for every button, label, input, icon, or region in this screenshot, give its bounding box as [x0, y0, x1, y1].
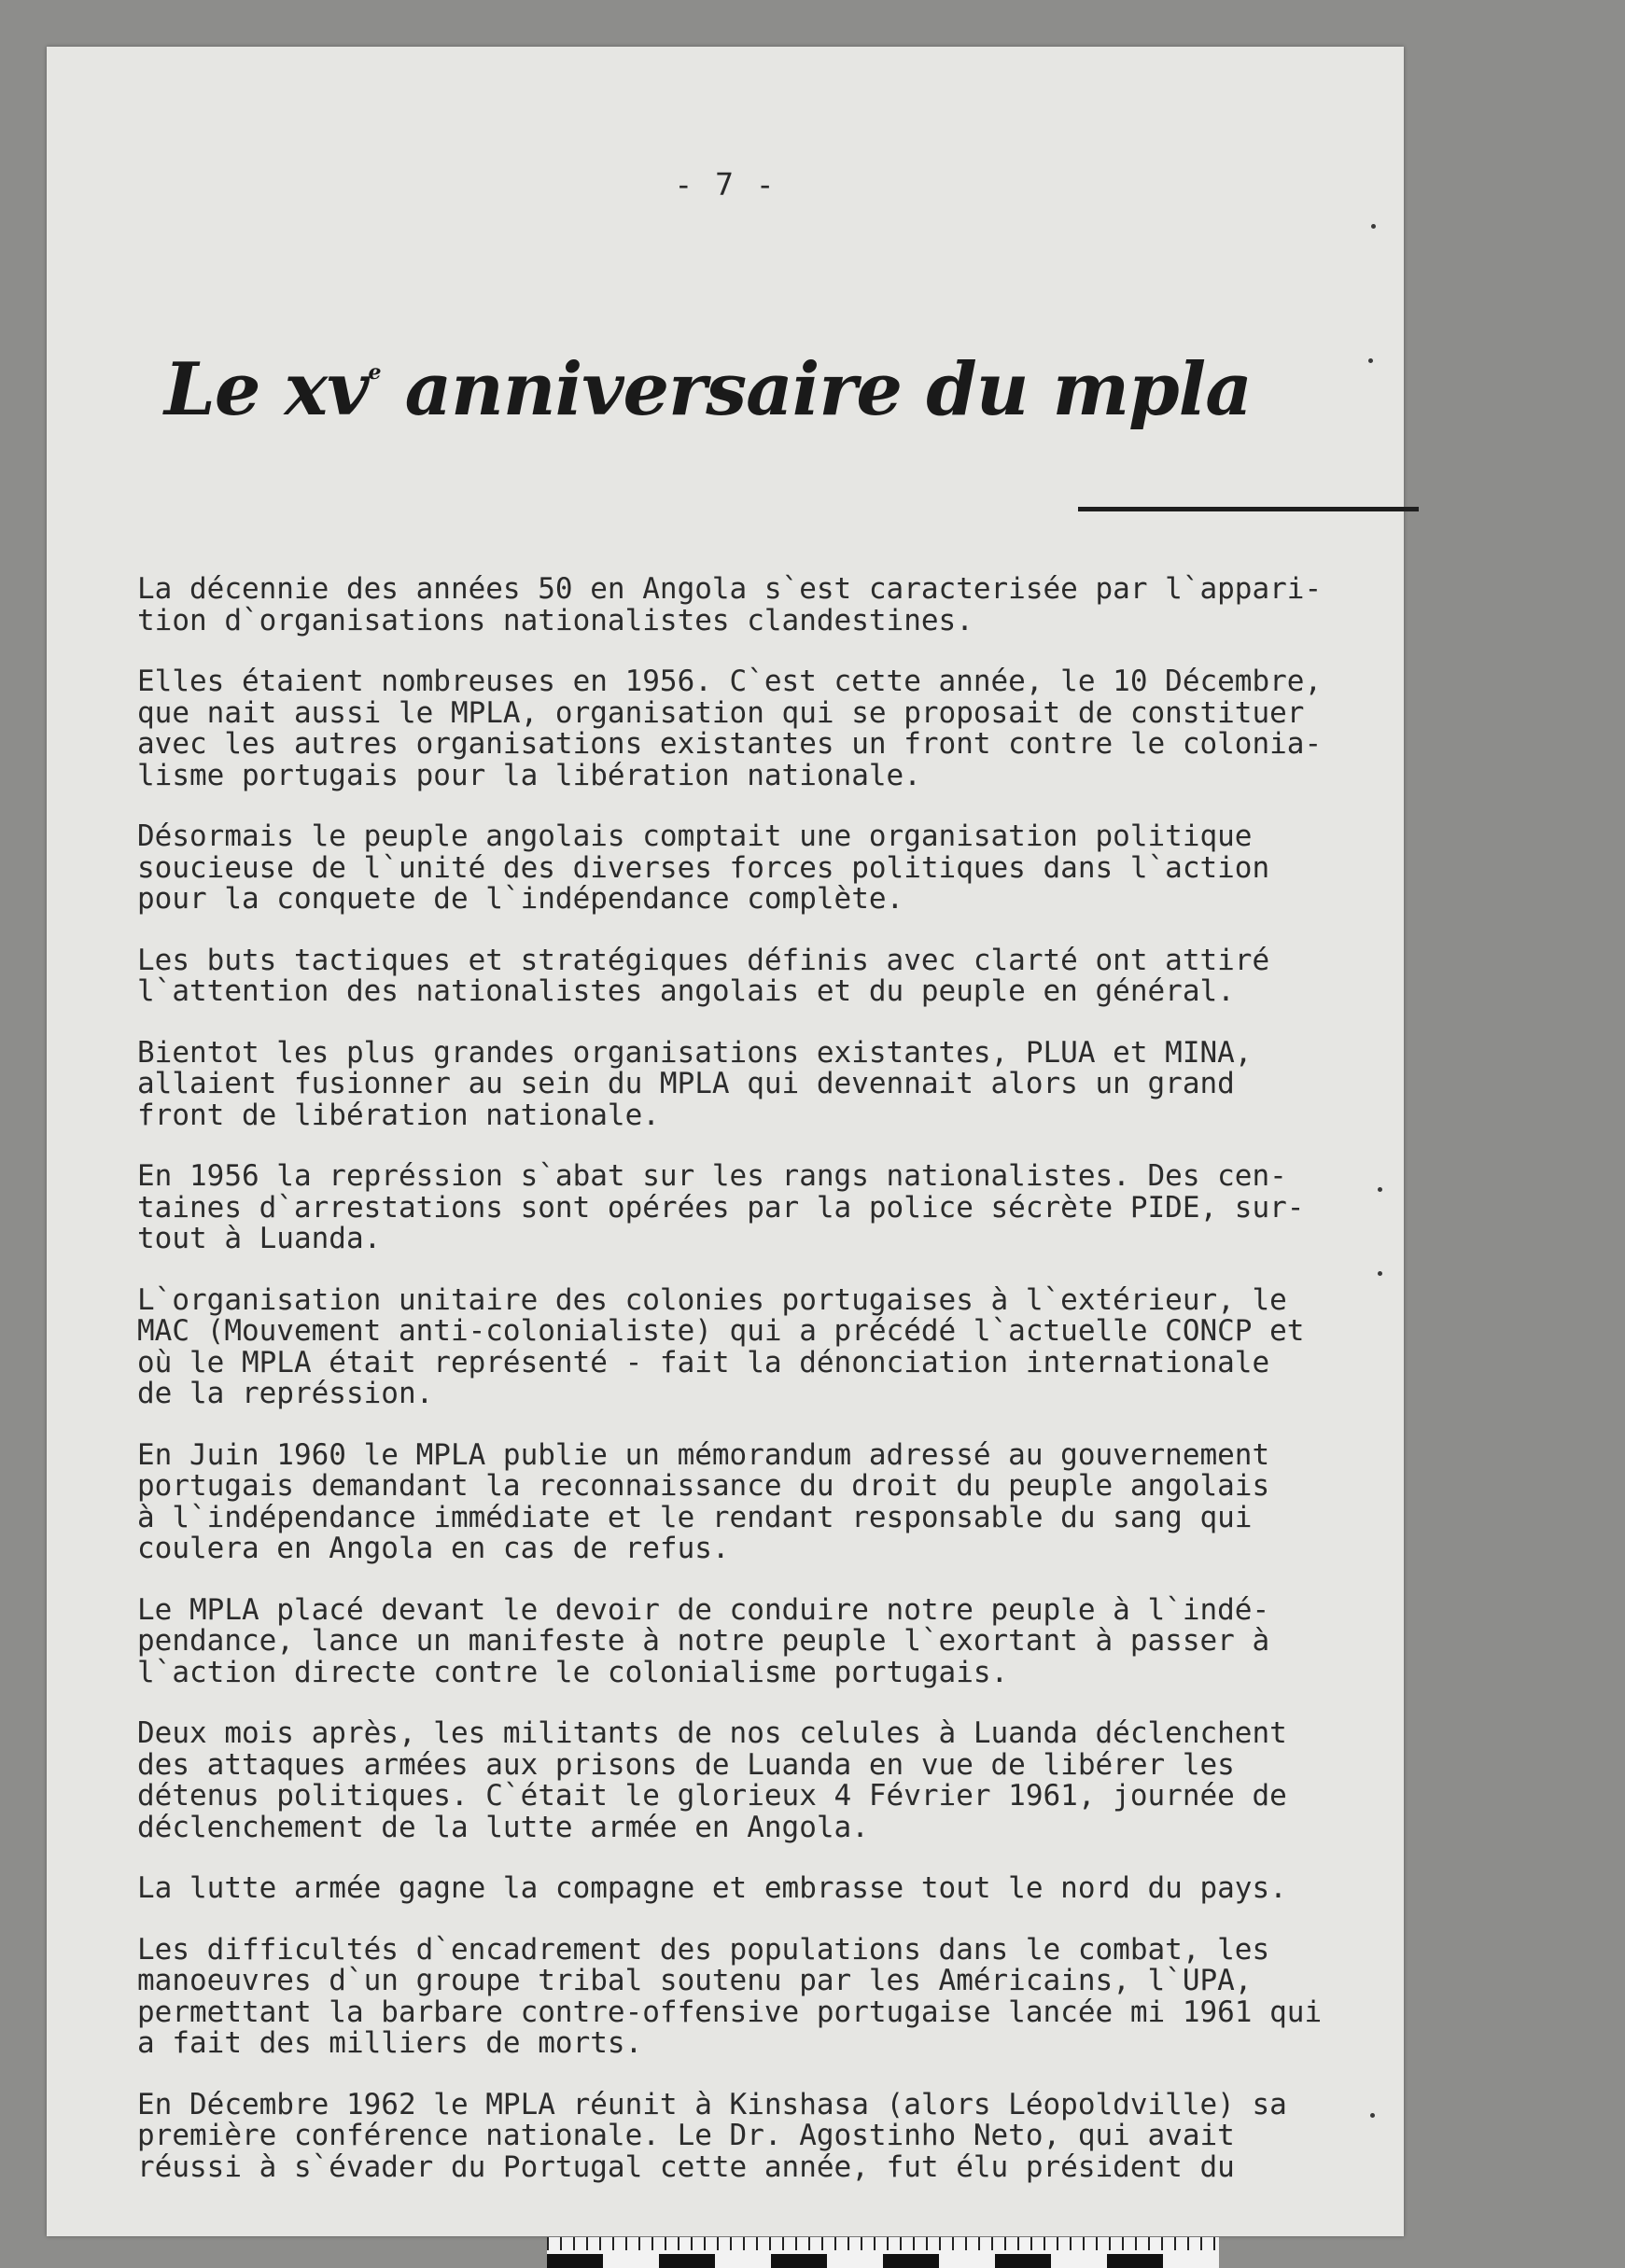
paragraph [137, 1718, 1444, 1843]
text-line: où le MPLA était représenté - fait la dénonciation internationale [137, 1345, 1270, 1379]
article-body [137, 574, 1444, 2213]
text-line: taines d`arrestations sont opérées par la police sécrète PIDE, sur- [137, 1190, 1305, 1225]
text-line: La décennie des années 50 en Angola s`est caracterisée par l`appari- [137, 572, 1323, 606]
paragraph [137, 1873, 1444, 1905]
paragraph [137, 2087, 1444, 2184]
edge-mark [1368, 358, 1373, 363]
ruler-block [1107, 2254, 1163, 2268]
ruler-block [659, 2254, 715, 2268]
document-page [47, 47, 1404, 2236]
text-line: pendance, lance un manifeste à notre peuple l`exortant à passer à [137, 1624, 1270, 1658]
text-line: a fait des milliers de morts. [137, 2026, 643, 2060]
text-line: Désormais le peuple angolais comptait une organisation politique [137, 819, 1253, 853]
title-rest: anniversaire du mpla [380, 347, 1252, 432]
text-line: à l`indépendance immédiate et le rendant responsable du sang qui [137, 1500, 1253, 1534]
text-line: Bientot les plus grandes organisations existantes, PLUA et MINA, [137, 1035, 1253, 1070]
title-main: Le xv [164, 347, 369, 432]
page-number: - 7 - [674, 166, 777, 203]
text-line: réussi à s`évader du Portugal cette année, fut élu président du [137, 2149, 1235, 2184]
text-line: Deux mois après, les militants de nos celules à Luanda déclenchent [137, 1716, 1287, 1750]
text-line: manoeuvres d`un groupe tribal soutenu par les Américains, l`UPA, [137, 1964, 1253, 1997]
text-line: permettant la barbare contre-offensive portugaise lancée mi 1961 qui [137, 1995, 1323, 2029]
paragraph [137, 945, 1444, 1008]
paragraph [137, 1437, 1444, 1565]
text-line: lisme portugais pour la libération nationale. [137, 758, 921, 792]
ruler-block [995, 2254, 1051, 2268]
text-line: Elles étaient nombreuses en 1956. C`est cette année, le 10 Décembre, [137, 665, 1323, 698]
text-line: des attaques armées aux prisons de Luanda en vue de libérer les [137, 1747, 1235, 1782]
text-line: En Décembre 1962 le MPLA réunit à Kinshasa (alors Léopoldville) sa [137, 2087, 1287, 2121]
text-line: de la représsion. [137, 1377, 434, 1410]
text-line: l`attention des nationalistes angolais et du peuple en général. [137, 974, 1235, 1008]
text-line: que nait aussi le MPLA, organisation qui se proposait de constituer [137, 695, 1305, 730]
ruler-block [771, 2254, 827, 2268]
text-line: Les difficultés d`encadrement des populations dans le combat, les [137, 1932, 1270, 1967]
ruler-block [883, 2254, 939, 2268]
title-underline [1078, 507, 1419, 511]
text-line: allaient fusionner au sein du MPLA qui devennait alors un grand [137, 1067, 1235, 1100]
edge-mark [1378, 1187, 1382, 1192]
text-line: Le MPLA placé devant le devoir de conduire notre peuple à l`indé- [137, 1592, 1270, 1627]
text-line: tion d`organisations nationalistes clandestines. [137, 603, 974, 637]
text-line: En Juin 1960 le MPLA publie un mémorandum adressé au gouvernement [137, 1437, 1270, 1472]
text-line: La lutte armée gagne la compagne et embrasse tout le nord du pays. [137, 1871, 1287, 1905]
text-line: première conférence nationale. Le Dr. Agostinho Neto, qui avait [137, 2119, 1235, 2152]
text-line: soucieuse de l`unité des diverses forces politiques dans l`action [137, 850, 1270, 885]
text-line: l`action directe contre le colonialisme portugais. [137, 1655, 1009, 1689]
text-line: tout à Luanda. [137, 1222, 382, 1255]
edge-mark [1370, 2113, 1375, 2118]
text-line: En 1956 la représsion s`abat sur les rangs nationalistes. Des cen- [137, 1159, 1287, 1193]
paragraph [137, 1282, 1444, 1410]
text-line: Les buts tactiques et stratégiques définis avec clarté ont attiré [137, 943, 1270, 977]
paragraph [137, 1035, 1444, 1132]
text-line: portugais demandant la reconnaissance du droit du peuple angolais [137, 1469, 1270, 1503]
paragraph [137, 666, 1444, 791]
text-line: déclenchement de la lutte armée en Angola. [137, 1810, 869, 1844]
scale-ruler [547, 2236, 1219, 2268]
ruler-block [547, 2254, 603, 2268]
text-line: pour la conquete de l`indépendance complète. [137, 882, 904, 916]
text-line: détenus politiques. C`était le glorieux 4 Février 1961, journée de [137, 1779, 1287, 1813]
text-line: MAC (Mouvement anti-colonialiste) qui a précédé l`actuelle CONCP et [137, 1314, 1305, 1348]
edge-mark [1378, 1271, 1382, 1276]
article-title [164, 347, 1252, 432]
paragraph [137, 1932, 1444, 2060]
text-line: coulera en Angola en cas de refus. [137, 1532, 730, 1565]
paragraph [137, 821, 1444, 916]
paragraph [137, 1592, 1444, 1689]
text-line: L`organisation unitaire des colonies portugaises à l`extérieur, le [137, 1282, 1287, 1317]
paragraph [137, 1161, 1444, 1255]
text-line: front de libération nationale. [137, 1098, 660, 1132]
paragraph [137, 574, 1444, 637]
title-superscript: e [368, 360, 381, 385]
text-line: avec les autres organisations existantes un front contre le colonia- [137, 727, 1323, 761]
edge-mark [1371, 224, 1376, 229]
